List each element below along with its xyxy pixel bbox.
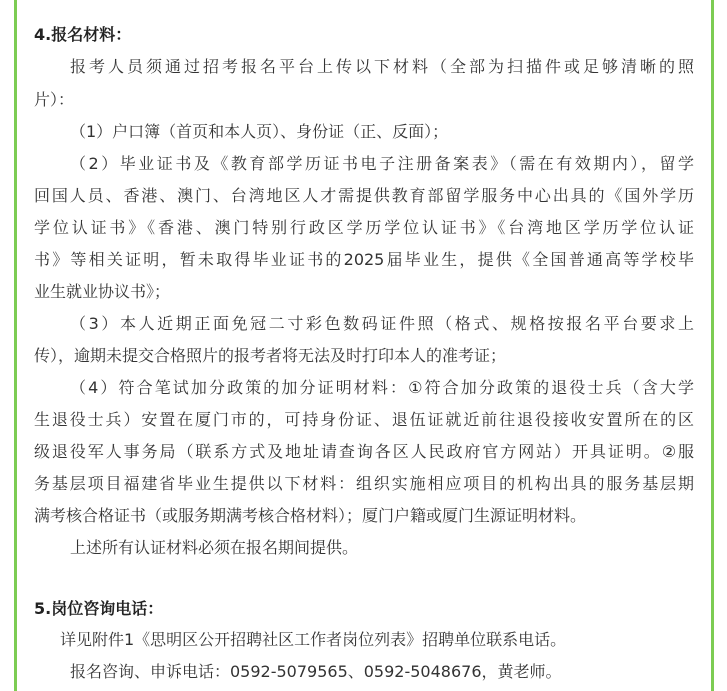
closing-note: 上述所有认证材料必须在报名期间提供。 [70, 538, 359, 557]
item-1-line-1: （1）户口簿（首页和本人页）、身份证（正、反面）； [70, 122, 449, 141]
left-accent-border [14, 0, 17, 691]
intro-line-1: 报考人员须通过招考报名平台上传以下材料（全部为扫描件或足够清晰的照 [70, 57, 694, 76]
item-2-line-5: 业生就业协议书》； [34, 282, 171, 301]
item-2-line-1: （2）毕业证书及《教育部学历证书电子注册备案表》（需在有效期内），留学 [70, 154, 694, 173]
contact-line-2: 报名咨询、申诉电话：0592-5079565、0592-5048676，黄老师。 [70, 662, 562, 681]
section-5-heading: 5.岗位咨询电话： [34, 599, 164, 618]
item-2-line-3: 学位认证书》《香港、澳门特别行政区学历学位认证书》《台湾地区学历学位认证 [34, 218, 694, 237]
item-4-line-1: （4）符合笔试加分政策的加分证明材料：①符合加分政策的退役士兵（含大学 [70, 378, 694, 397]
item-3-line-2: 传），逾期未提交合格照片的报考者将无法及时打印本人的准考证； [34, 346, 507, 365]
item-4-line-5: 满考核合格证书（或服务期满考核合格材料）；厦门户籍或厦门生源证明材料。 [34, 506, 587, 525]
item-4-line-2: 生退役士兵）安置在厦门市的，可持身份证、退伍证就近前往退役接收安置所在的区 [34, 410, 694, 429]
contact-line-1: 详见附件1《思明区公开招聘社区工作者岗位列表》招聘单位联系电话。 [60, 630, 567, 649]
item-3-line-1: （3）本人近期正面免冠二寸彩色数码证件照（格式、规格按报名平台要求上 [70, 314, 694, 333]
right-accent-border [711, 0, 714, 691]
intro-line-2: 片）： [34, 90, 75, 109]
item-2-line-4: 书》等相关证明，暂未取得毕业证书的2025届毕业生，提供《全国普通高等学校毕 [34, 250, 694, 269]
item-4-line-3: 级退役军人事务局（联系方式及地址请查询各区人民政府官方网站）开具证明。②服 [34, 442, 694, 461]
item-2-line-2: 回国人员、香港、澳门、台湾地区人才需提供教育部留学服务中心出具的《国外学历 [34, 186, 694, 205]
section-4-heading: 4.报名材料： [34, 25, 132, 44]
item-4-line-4: 务基层项目福建省毕业生提供以下材料：组织实施相应项目的机构出具的服务基层期 [34, 474, 694, 493]
